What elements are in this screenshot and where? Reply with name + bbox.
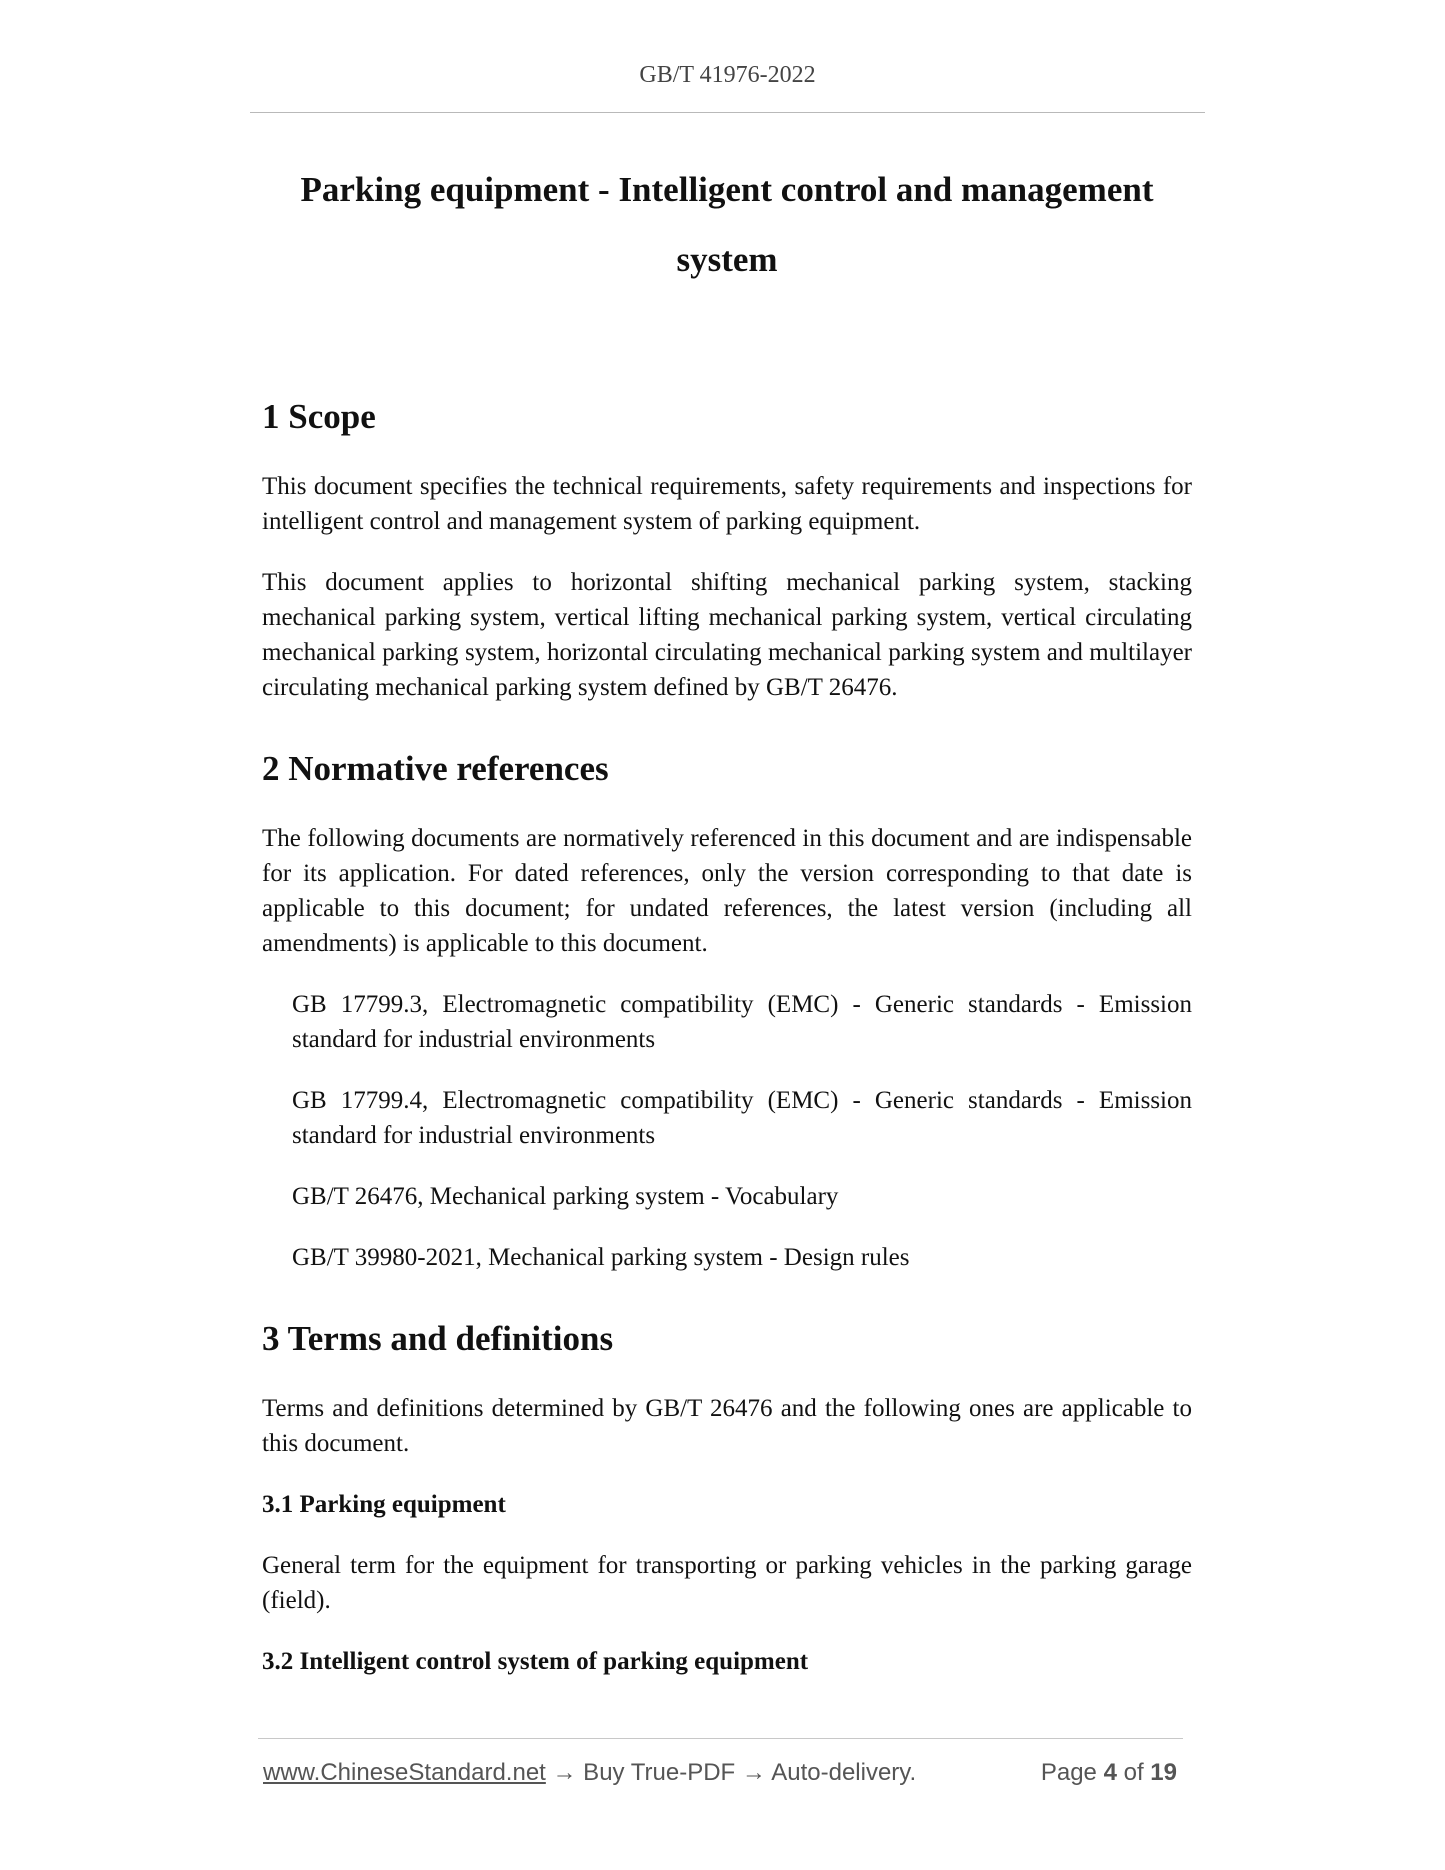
terms-intro: Terms and definitions determined by GB/T 26476 and the following ones are applicable to this document. (262, 1395, 1192, 1457)
page-indicator (1041, 1756, 1177, 1790)
header-divider (250, 112, 1205, 113)
reference-item: GB 17799.3, Electromagnetic compatibility (EMC) - Generic standards - Emission standard for industrial environments (292, 991, 1192, 1053)
running-header: GB/T 41976-2022 (639, 62, 816, 88)
reference-item: GB 17799.4, Electromagnetic compatibility (EMC) - Generic standards - Emission standard for industrial environments (292, 1087, 1192, 1149)
document-title (262, 155, 1192, 295)
section-heading-normative-references: 2 Normative references (262, 749, 609, 788)
document-title-line-2: system (676, 240, 778, 279)
site-link[interactable]: www.ChineseStandard.net (263, 1759, 546, 1786)
of-label: of (1123, 1759, 1144, 1786)
term-heading-parking-equipment: 3.1 Parking equipment (262, 1491, 506, 1518)
section-heading-terms-and-definitions: 3 Terms and definitions (262, 1319, 614, 1358)
page-label: Page (1040, 1759, 1097, 1786)
total-pages: 19 (1150, 1759, 1177, 1786)
scope-paragraph: This document applies to horizontal shifting mechanical parking system, stacking mechanical parking system, vertical lifting mechanical parking system, vertical circulating mechanical parking system, horizontal circulating mechanical parking system and multilayer circulating mechanical parking system defined by GB/T 26476. (262, 569, 1192, 701)
term-heading-intelligent-control-system: 3.2 Intelligent control system of parking equipment (262, 1648, 809, 1675)
page-footer (263, 1756, 1183, 1790)
footer-divider (258, 1738, 1183, 1739)
current-page-number: 4 (1103, 1759, 1117, 1786)
scope-paragraph: This document specifies the technical requirements, safety requirements and inspections for intelligent control and management system of parking equipment. (262, 473, 1192, 535)
footer-promo-text: → Buy True-PDF → Auto-delivery. (545, 1759, 917, 1786)
reference-item: GB/T 26476, Mechanical parking system - Vocabulary (292, 1183, 839, 1210)
document-title-line-1: Parking equipment - Intelligent control and management (300, 170, 1154, 209)
document-body (262, 155, 1192, 1679)
footer-promo (263, 1756, 916, 1790)
term-definition-parking-equipment: General term for the equipment for transporting or parking vehicles in the parking garage (field). (262, 1552, 1192, 1614)
normative-references-intro: The following documents are normatively referenced in this document and are indispensable for its application. For dated references, only the version corresponding to that date is applicable to this document; for undated references, the latest version (including all amendments) is applicable to this document. (262, 825, 1192, 957)
section-heading-scope: 1 Scope (262, 397, 376, 436)
reference-item: GB/T 39980-2021, Mechanical parking system - Design rules (292, 1244, 910, 1271)
